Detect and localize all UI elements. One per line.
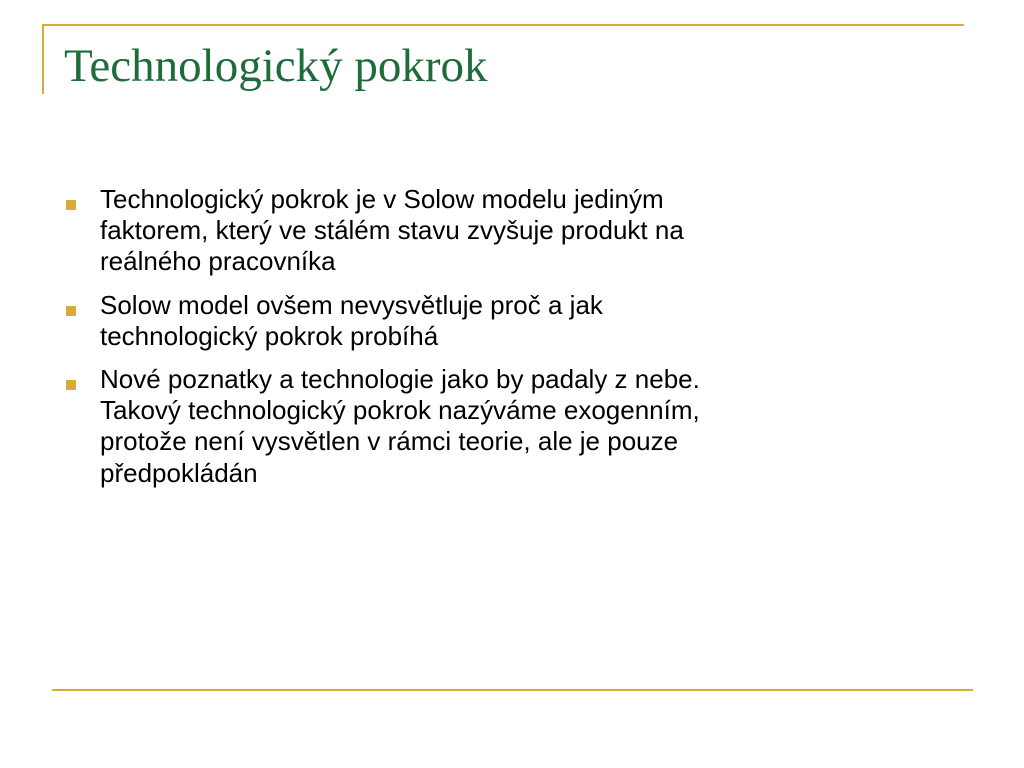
list-item [66,364,906,489]
list-item [66,290,906,352]
square-bullet-icon [66,380,76,390]
text-line: Takový technologický pokrok nazýváme exogenním, [100,395,700,426]
top-divider [42,24,964,26]
text-line: reálného pracovníka [100,246,336,277]
text-line: Technologický pokrok je v Solow modelu jediným [100,184,664,214]
square-bullet-icon [66,200,76,210]
text-line: faktorem, který ve stálém stavu zvyšuje produkt na [100,215,684,246]
text-line: protože není vysvětlen v rámci teorie, ale je pouze [100,426,679,457]
bullet-text [100,364,906,489]
text-line: technologický pokrok probíhá [100,320,439,351]
slide-title: Technologický pokrok [64,40,488,92]
list-item [66,184,906,278]
square-bullet-icon [66,306,76,316]
text-line: předpokládán [100,457,258,488]
bullet-text [100,184,906,278]
bullet-list [66,184,906,501]
text-line: Nové poznatky a technologie jako by padaly z nebe. [100,363,700,394]
bottom-divider [52,689,973,691]
bullet-text [100,290,906,352]
text-line: Solow model ovšem nevysvětluje proč a jak [100,289,603,320]
left-accent-line [42,24,44,94]
